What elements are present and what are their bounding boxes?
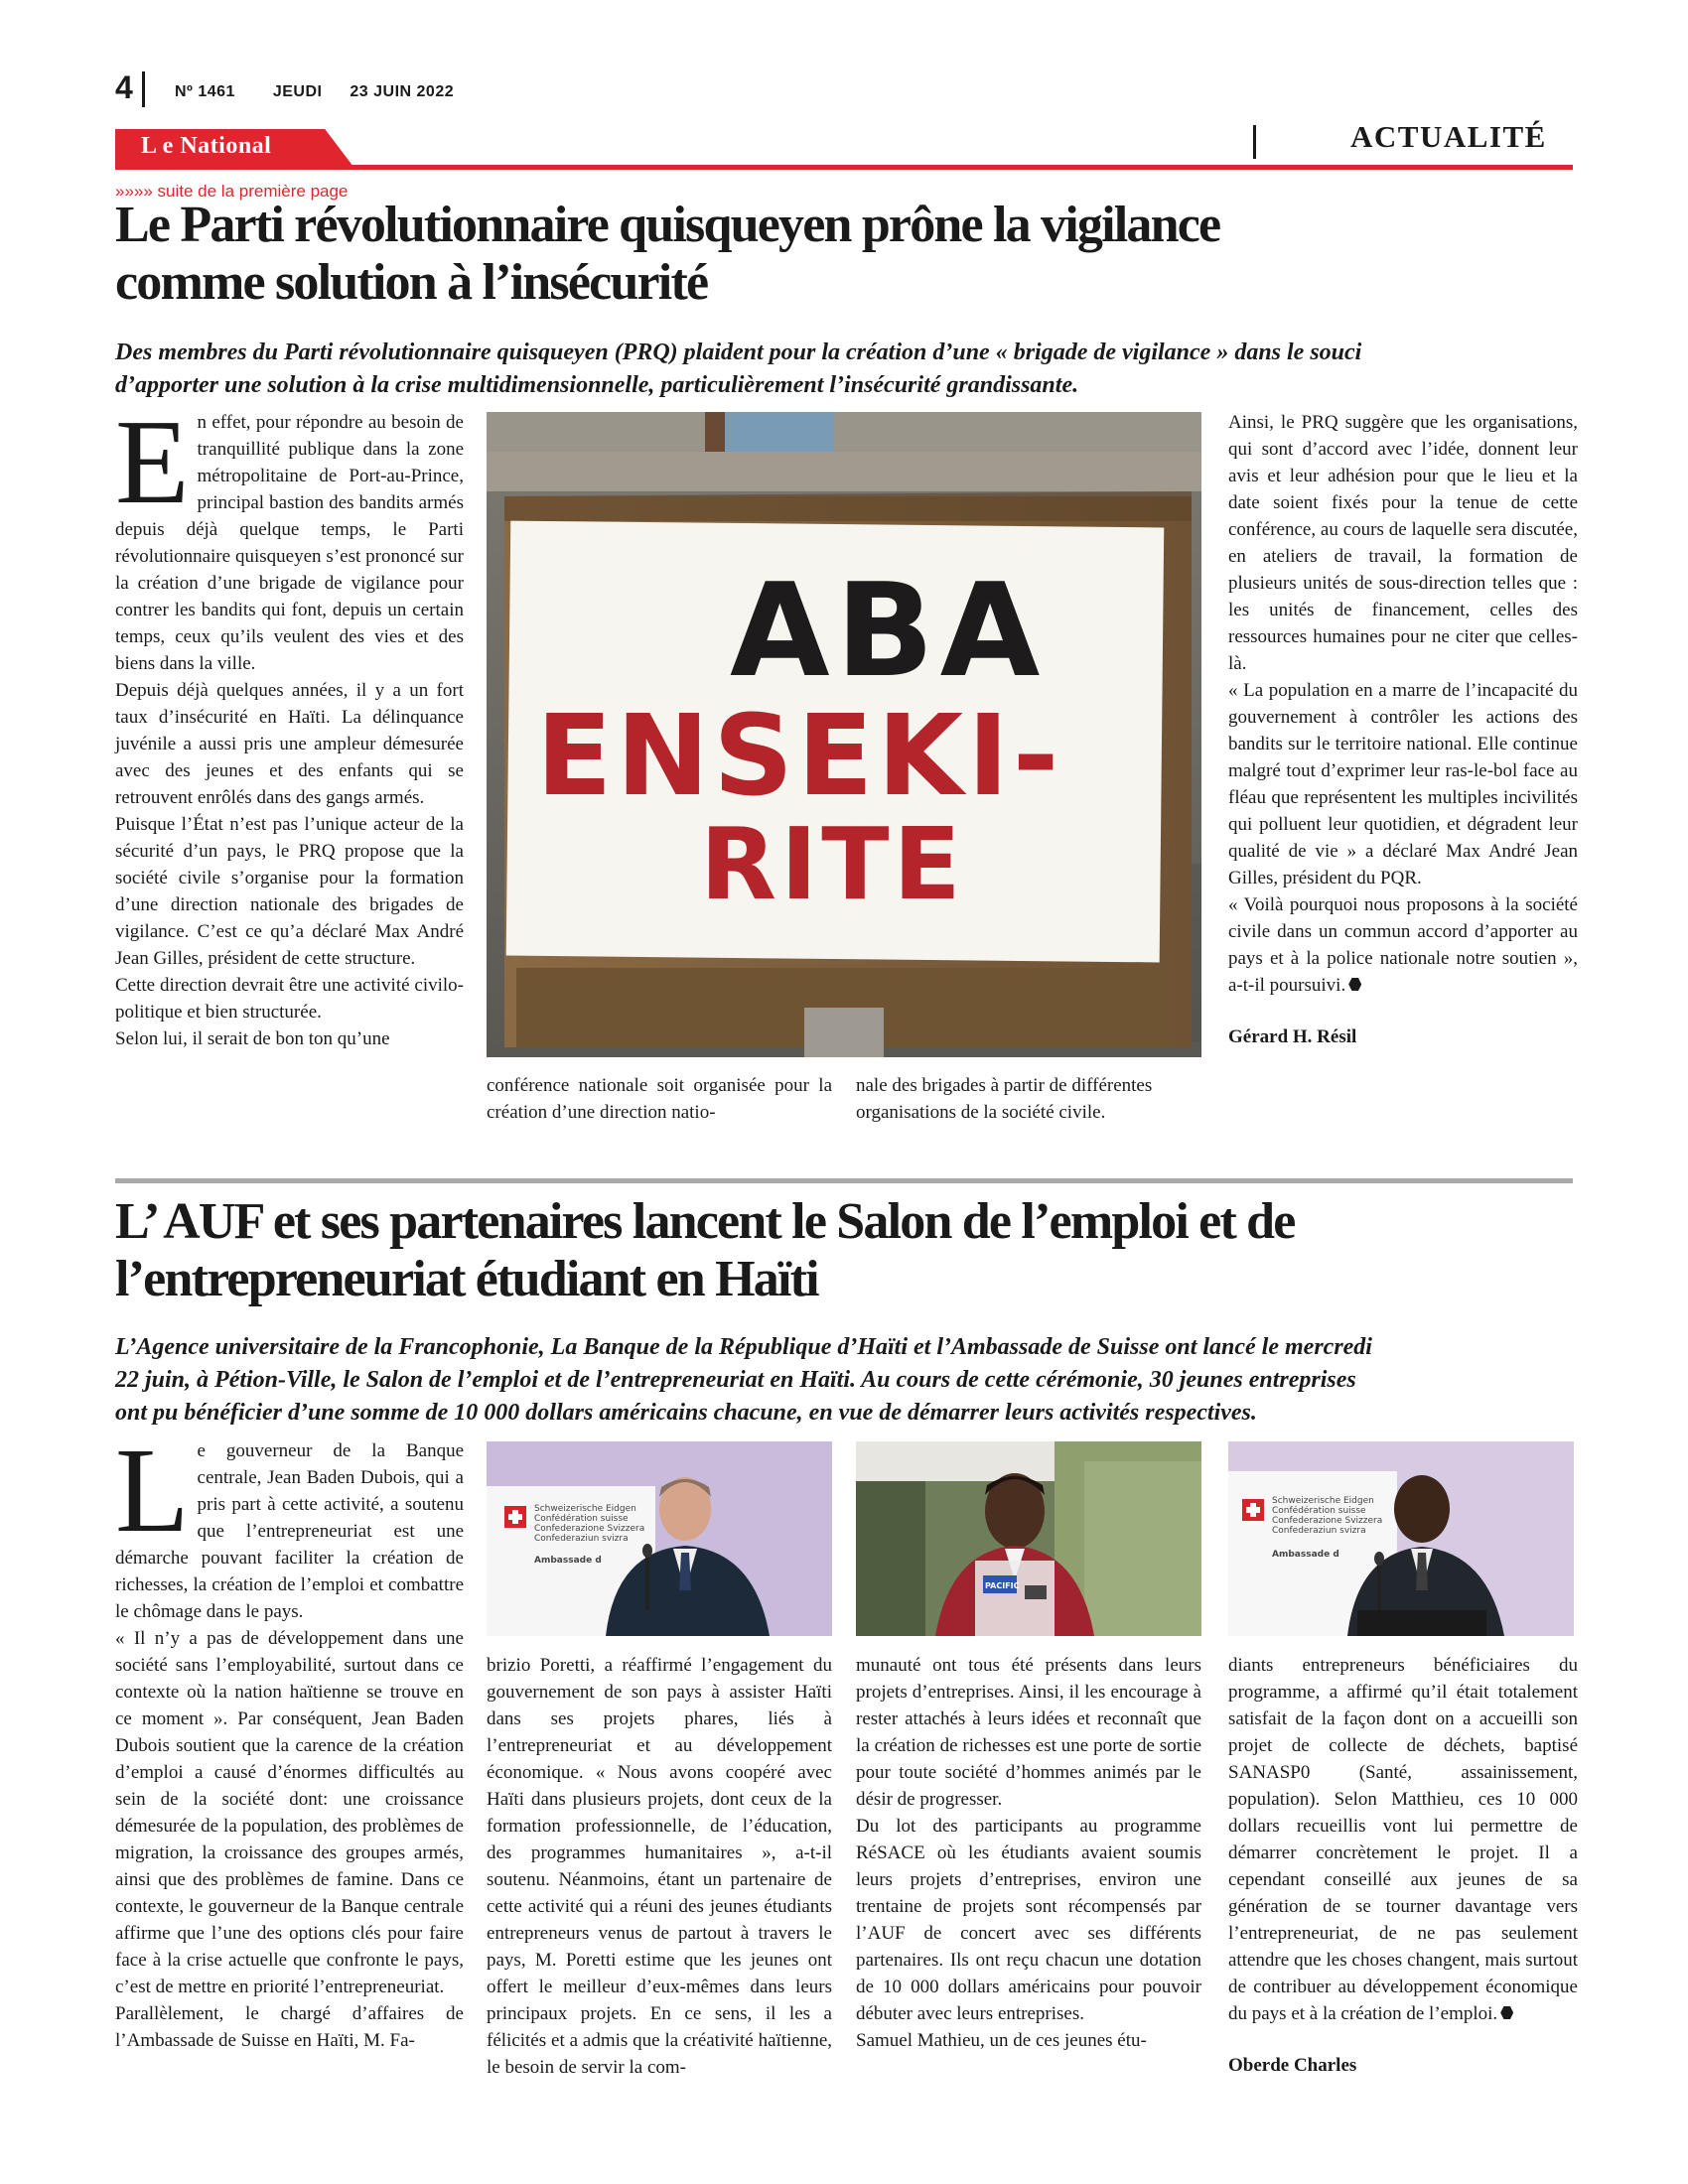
mic-label: PACIFIC: [985, 1581, 1020, 1590]
banner-text: Ambassade d: [534, 1556, 602, 1566]
article2-column-3: [856, 1652, 1201, 2054]
article1-paragraph: « La population en a marre de l’incapacité du gouvernement à contrôler les actions des bandits sur le territoire national. Elle continue malgré tout d’exprimer leur ras-le-bol face au fléau que représentent les multiples incivilités qui polluent leur quotidien, et dégradent leur qualité de vie » a déclaré Max André Jean Gilles, président du PQR.: [1228, 680, 1578, 888]
article1-paragraph: n effet, pour répondre au besoin de tranquillité publique dans la zone métropolitaine de Port-au-Prince, principal bastion des bandits armés depuis déjà quelque temps, le Parti révolutionnaire quisqueyen s’est prononcé sur la création d’une brigade de vigilance pour contrer les bandits qui font, depuis un certain temps, ceux qu’ils veulent des vies et des biens dans la ville.: [115, 412, 464, 674]
continued-kicker: »»»» suite de la première page: [115, 182, 349, 201]
article2-paragraph: e gouverneur de la Banque centrale, Jean Baden Dubois, qui a pris part à cette activité, a soutenu que l’entrepreneuriat est une démarche pouvant faciliter la création de richesses, la création de l’emploi et combattre le chômage dans le pays.: [115, 1440, 464, 1622]
article2-paragraph: « Il n’y a pas de développement dans une société sans l’employabilité, surtout dans ce contexte où la nation haïtienne se trouve en ce moment ». Par conséquent, Jean Baden Dubois soutient que la carence de la création d’emploi a causé d’énormes difficultés au sein de la société dont: une croissance démesurée de la population, des problèmes de migration, la croissance des groupes armés, ainsi que des problèmes de famine. Dans ce contexte, le gouverneur de la Banque centrale affirme que l’une des options clés pour faire face à la crise actuelle que confronte le pays, c’est de mettre en priorité l’entrepreneuriat.: [115, 1628, 464, 1997]
banner-text: Confédération suisse: [1272, 1506, 1366, 1516]
article1-headline: [115, 197, 1585, 312]
article1-paragraph: Cette direction devrait être une activité civilo-politique et bien structurée.: [115, 975, 464, 1023]
article2-column-2: brizio Poretti, a réaffirmé l’engagement du gouvernement de son pays à assister Haïti dans ses projets phares, liés à l’entrepreneuriat et au développement économique. « Nous avons coopéré avec Haïti dans plusieurs projets, dont ceux de la formation professionnelle, de l’éducation, des programmes humanitaires », a-t-il soutenu. Néanmoins, étant un partenaire de cette activité qui a réuni des jeunes étudiants entrepreneurs venus de partout à travers le pays, M. Poretti estime que les jeunes ont offert le meilleur d’eux-mêmes dans leurs principaux projets. En ce sens, il les a félicités et a admis que la créativité haïtienne, le besoin de servir la com-: [487, 1655, 832, 2078]
article2-column-1: [115, 1424, 464, 2054]
article1-lead-line1: Des membres du Parti révolutionnaire quisqueyen (PRQ) plaident pour la création d’une « brigade de vigilance » dans le souci: [115, 340, 1362, 365]
poretti-photo: [487, 1441, 832, 1636]
article2-paragraph: Samuel Mathieu, un de ces jeunes étu-: [856, 2030, 1147, 2051]
article1-lead: [115, 337, 1585, 402]
article1-column-2: conférence nationale soit organisée pour la création d’une direction natio-: [487, 1075, 832, 1123]
sign-line-2: ENSEKI-: [536, 692, 1063, 821]
banner-text: Schweizerische Eidgen: [1272, 1496, 1374, 1506]
section-label: ACTUALITÉ: [1350, 119, 1547, 154]
speaker-photo-3: [1228, 1441, 1574, 1636]
sign-line-3: RITE: [700, 806, 965, 922]
banner-text: Confederazione Svizzera: [1272, 1516, 1383, 1526]
article1-paragraph: « Voilà pourquoi nous proposons à la société civile dans un commun accord d’apporter au pays et à la police nationale notre soutien », a-t-il poursuivi.: [1228, 894, 1578, 996]
article1-dropcap: E: [115, 395, 190, 529]
article1-paragraph: Ainsi, le PRQ suggère que les organisations, qui sont d’accord avec l’idée, donnent leur avis et leur adhésion pour que le lieu et la date soient fixés pour la tenue de cette conférence, au cours de laquelle sera discutée, en ateliers de travail, la formation de plusieurs unités de sous-direction telles que : les unités de financement, celles des ressources humaines pour ne citer que celles-là.: [1228, 412, 1578, 674]
page-number-bar: [142, 71, 145, 107]
protest-sign-photo: [487, 412, 1201, 1057]
article2-lead-line1: L’Agence universitaire de la Francophonie, La Banque de la République d’Haïti et l’Ambassade de Suisse ont lancé le mercredi: [115, 1334, 1372, 1360]
speaker-photo-1: [487, 1441, 832, 1636]
article1-headline-line1: Le Parti révolutionnaire quisqueyen prône la vigilance: [115, 197, 1220, 253]
banner-text: Confederaziun svizra: [534, 1534, 629, 1544]
article2-column-4: [1228, 1652, 1578, 2079]
article2-author: Oberde Charles: [1228, 2055, 1357, 2076]
article2-dropcap: L: [115, 1424, 190, 1558]
article2-paragraph: munauté ont tous été présents dans leurs projets d’entreprises. Ainsi, il les encourage à rester attachés à leurs idées et reconnaît que la création de richesses est une porte de sortie pour toute société d’hommes animés par le désir de progresser.: [856, 1655, 1201, 1810]
article2-paragraph: diants entrepreneurs bénéficiaires du programme, a affirmé qu’il était totalement satisfait de la façon dont on a accueilli son projet de collecte de déchets, baptisé SANASP0 (Santé, assainissement, population). Selon Matthieu, ces 10 000 dollars recueillis vont lui permettre de démarrer concrètement le projet. Il a cependant conseillé aux jeunes de sa génération de se tourner davantage vers l’entrepreneuriat, de ne pas seulement attendre que les choses changent, mais surtout de contribuer au développement économique du pays et à la création de l’emploi.: [1228, 1655, 1578, 2024]
sign-line-1: ABA: [730, 555, 1047, 706]
governor-photo: [1228, 1441, 1574, 1636]
article1-column-1: [115, 395, 464, 1052]
section-bar: [1253, 125, 1256, 159]
article2-headline: [115, 1193, 1585, 1308]
header-rule: [115, 165, 1573, 170]
end-mark-icon: [1348, 978, 1361, 991]
article1-headline-line2: comme solution à l’insécurité: [115, 254, 708, 311]
article2-paragraph: Parallèlement, le chargé d’affaires de l’Ambassade de Suisse en Haïti, M. Fa-: [115, 2003, 464, 2051]
banner-text: Ambassade d: [1272, 1550, 1339, 1560]
article1-author: Gérard H. Résil: [1228, 1026, 1357, 1047]
article1-column-4: [1228, 409, 1578, 1050]
article2-headline-line2: l’entrepreneuriat étudiant en Haïti: [115, 1251, 818, 1307]
issue-info: [175, 83, 454, 101]
end-mark-icon: [1500, 2006, 1513, 2019]
article2-lead-line2: 22 juin, à Pétion-Ville, le Salon de l’emploi et de l’entrepreneuriat en Haïti. Au cours de cette cérémonie, 30 jeunes entreprises: [115, 1367, 1356, 1393]
issue-date: 23 JUIN 2022: [350, 83, 455, 100]
page-number: 4: [115, 69, 133, 105]
article1-column-3: nale des brigades à partir de différentes organisations de la société civile.: [856, 1075, 1153, 1123]
article2-headline-line1: L’ AUF et ses partenaires lancent le Salon de l’emploi et de: [115, 1193, 1295, 1250]
article1-lead-line2: d’apporter une solution à la crise multidimensionnelle, particulièrement l’insécurité grandissante.: [115, 372, 1079, 398]
article1-paragraph: Puisque l’État n’est pas l’unique acteur de la sécurité d’un pays, le PRQ propose que la société civile s’organise pour la formation d’une direction nationale des brigades de vigilance. C’est ce qu’a déclaré Max André Jean Gilles, président de cette structure.: [115, 814, 464, 969]
banner-text: Confederaziun svizra: [1272, 1526, 1366, 1536]
student-photo: [856, 1441, 1201, 1636]
banner-text: Schweizerische Eidgen: [534, 1504, 636, 1514]
article2-lead: [115, 1331, 1585, 1430]
article2-paragraph: Du lot des participants au programme RéSACE où les étudiants avaient soumis leurs projets d’entreprises, environ une trentaine de projets sont récompensés par l’AUF de concert avec ses différents partenaires. Ils ont reçu chacun une dotation de 10 000 dollars américains pour pouvoir débuter avec leurs entreprises.: [856, 1816, 1201, 2024]
article2-lead-line3: ont pu bénéficier d’une somme de 10 000 dollars américains chacune, en vue de démarrer leurs activités respectives.: [115, 1400, 1257, 1426]
banner-text: Confédération suisse: [534, 1514, 629, 1524]
brand-name: L e National: [141, 133, 272, 159]
protest-sign-image: [487, 412, 1201, 1057]
issue-number: Nº 1461: [175, 83, 235, 100]
article-divider: [115, 1178, 1573, 1183]
article1-paragraph: Selon lui, il serait de bon ton qu’une: [115, 1028, 390, 1049]
speaker-photo-2: [856, 1441, 1201, 1636]
article1-paragraph: Depuis déjà quelques années, il y a un fort taux d’insécurité en Haïti. La délinquance juvénile a aussi pris une ampleur démesurée avec des jeunes et des enfants qui se retrouvent enrôlés dans des gangs armés.: [115, 680, 464, 808]
issue-day: JEUDI: [272, 83, 323, 100]
banner-text: Confederazione Svizzera: [534, 1524, 645, 1534]
